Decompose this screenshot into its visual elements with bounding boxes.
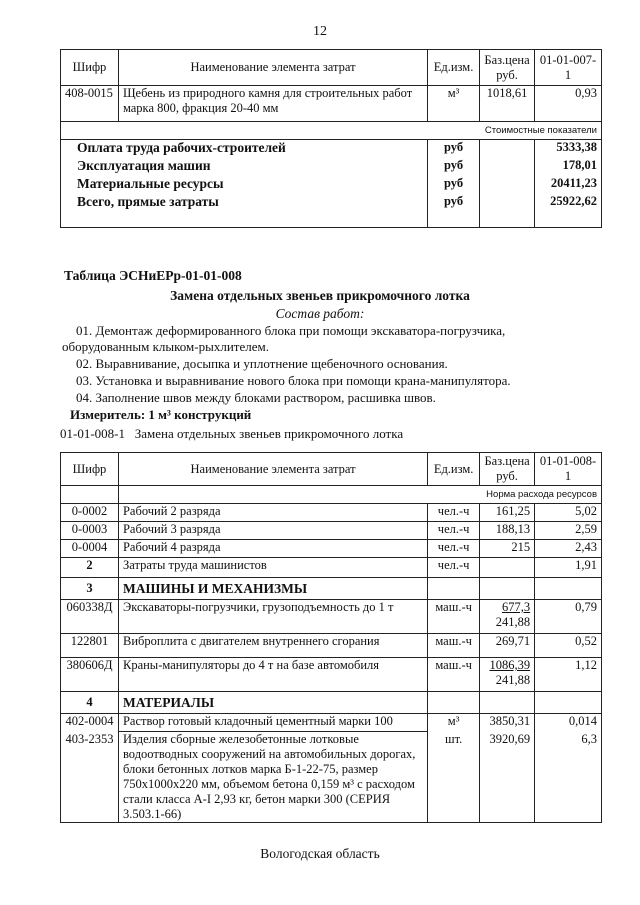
header-code: Шифр <box>61 50 119 86</box>
summary-value: 178,01 <box>535 158 602 176</box>
row-unit: м³ <box>428 86 480 122</box>
row-name: Краны-манипуляторы до 4 т на базе автомобиля <box>118 658 427 692</box>
row-name: Экскаваторы-погрузчики, грузоподъемность до 1 т <box>118 600 427 634</box>
table-title: Таблица ЭСНиЕРр-01-01-008 <box>64 268 242 283</box>
row-unit: маш.-ч <box>428 658 480 692</box>
table-row <box>61 504 602 522</box>
section-code: 3 <box>61 578 119 600</box>
work-step: 04. Заполнение швов между блоками раствором, расшивка швов. <box>76 390 436 405</box>
row-value: 1,12 <box>535 658 602 692</box>
row-value: 2,43 <box>535 540 602 558</box>
summary-name: Материальные ресурсы <box>61 176 428 194</box>
resource-table <box>60 452 602 823</box>
row-name: Рабочий 3 разряда <box>118 522 427 540</box>
row-unit: маш.-ч <box>428 600 480 634</box>
row-value: 1,91 <box>535 558 602 578</box>
row-code: 380606Д <box>61 658 119 692</box>
header-unit: Ед.изм. <box>428 453 480 486</box>
table-row <box>61 522 602 540</box>
section-code: 4 <box>61 692 119 714</box>
work-step: 02. Выравнивание, досыпка и уплотнение щебеночного основания. <box>76 356 448 371</box>
band-label: Стоимостные показатели <box>61 122 602 140</box>
table-row <box>61 732 602 823</box>
row-price: 188,13 <box>480 522 535 540</box>
header-unit: Ед.изм. <box>428 50 480 86</box>
row-price-secondary: 241,88 <box>495 673 531 687</box>
section-title: МАТЕРИАЛЫ <box>118 692 427 714</box>
summary-name: Эксплуатация машин <box>61 158 428 176</box>
row-code: 408-0015 <box>61 86 119 122</box>
summary-name: Оплата труда рабочих-строителей <box>61 140 428 158</box>
row-name: Виброплита с двигателем внутреннего сгорания <box>118 634 427 658</box>
header-name: Наименование элемента затрат <box>118 50 427 86</box>
table-row <box>61 86 602 122</box>
row-code: 2 <box>61 558 119 578</box>
header-code: Шифр <box>61 453 119 486</box>
row-unit: м³ <box>428 714 480 732</box>
row-unit: чел.-ч <box>428 522 480 540</box>
section-title: МАШИНЫ И МЕХАНИЗМЫ <box>118 578 427 600</box>
row-price: 1018,61 <box>480 86 535 122</box>
row-value: 2,59 <box>535 522 602 540</box>
row-price: 161,25 <box>480 504 535 522</box>
summary-unit: руб <box>428 176 480 194</box>
work-step: 03. Установка и выравнивание нового блока при помощи крана-манипулятора. <box>76 373 511 388</box>
work-step: 01. Демонтаж деформированного блока при помощи экскаватора-погрузчика, оборудованным клыком-рыхлителем. <box>62 323 506 354</box>
header-price: Баз.цена руб. <box>480 453 535 486</box>
section-heading: Замена отдельных звеньев прикромочного лотка <box>170 288 470 303</box>
row-name: Рабочий 4 разряда <box>118 540 427 558</box>
table-row <box>61 540 602 558</box>
row-name: Раствор готовый кладочный цементный марки 100 <box>118 714 427 732</box>
section-row <box>61 692 602 714</box>
summary-unit: руб <box>428 158 480 176</box>
row-price: 3850,31 <box>480 714 535 732</box>
section-subheading: Состав работ: <box>275 306 365 321</box>
row-code: 0-0003 <box>61 522 119 540</box>
row-value: 0,52 <box>535 634 602 658</box>
row-value: 6,3 <box>535 732 602 823</box>
row-name: Изделия сборные железобетонные лотковые водоотводных сооружений на автомобильных дорогах, блоки бетонных лотков марка Б-1-22-75, размер 750х1000х220 мм, объемом бетона 0,159 м³ с расходом стали класса А-I 2,93 кг, бетон марки 300 (СЕРИЯ 3.503.1-66) <box>118 732 427 823</box>
header-name: Наименование элемента затрат <box>118 453 427 486</box>
summary-row <box>61 140 602 158</box>
band-row <box>61 122 602 140</box>
summary-row <box>61 194 602 228</box>
row-price-secondary: 241,88 <box>495 615 531 629</box>
row-value: 0,014 <box>535 714 602 732</box>
table-row <box>61 634 602 658</box>
table-row <box>61 558 602 578</box>
row-code: 0-0004 <box>61 540 119 558</box>
table-header <box>61 50 602 86</box>
row-name: Рабочий 2 разряда <box>118 504 427 522</box>
band-label: Норма расхода ресурсов <box>118 486 601 504</box>
row-name: Щебень из природного камня для строительных работ марка 800, фракция 20-40 мм <box>118 86 427 122</box>
row-price: 677,3 <box>501 600 531 614</box>
row-price: 269,71 <box>480 634 535 658</box>
summary-row <box>61 158 602 176</box>
summary-name: Всего, прямые затраты <box>61 194 428 228</box>
row-value: 0,79 <box>535 600 602 634</box>
row-price: 215 <box>480 540 535 558</box>
row-price: 1086,39 <box>489 658 531 672</box>
row-name: Затраты труда машинистов <box>118 558 427 578</box>
summary-value: 5333,38 <box>535 140 602 158</box>
row-value: 0,93 <box>535 86 602 122</box>
row-unit: шт. <box>428 732 480 823</box>
band-row <box>61 486 602 504</box>
summary-unit: руб <box>428 140 480 158</box>
section-row <box>61 578 602 600</box>
summary-row <box>61 176 602 194</box>
measure-unit: Измеритель: 1 м³ конструкций <box>70 407 252 422</box>
row-unit: чел.-ч <box>428 540 480 558</box>
header-price: Баз.цена руб. <box>480 50 535 86</box>
summary-value: 25922,62 <box>535 194 602 228</box>
item-line: 01-01-008-1 Замена отдельных звеньев прикромочного лотка <box>60 426 404 441</box>
row-unit: маш.-ч <box>428 634 480 658</box>
row-value: 5,02 <box>535 504 602 522</box>
cost-table-top <box>60 49 602 228</box>
summary-unit: руб <box>428 194 480 228</box>
footer-region: Вологодская область <box>260 846 380 861</box>
row-price: 3920,69 <box>480 732 535 823</box>
row-code: 060338Д <box>61 600 119 634</box>
row-code: 0-0002 <box>61 504 119 522</box>
row-code: 122801 <box>61 634 119 658</box>
row-unit: чел.-ч <box>428 558 480 578</box>
header-norm: 01-01-008-1 <box>535 453 602 486</box>
row-price <box>480 558 535 578</box>
row-code: 403-2353 <box>61 732 119 823</box>
summary-value: 20411,23 <box>535 176 602 194</box>
table-header <box>61 453 602 486</box>
page-number: 12 <box>313 24 327 39</box>
table-row <box>61 658 602 692</box>
header-norm: 01-01-007-1 <box>535 50 602 86</box>
row-unit: чел.-ч <box>428 504 480 522</box>
table-row <box>61 714 602 732</box>
table-row <box>61 600 602 634</box>
row-code: 402-0004 <box>61 714 119 732</box>
